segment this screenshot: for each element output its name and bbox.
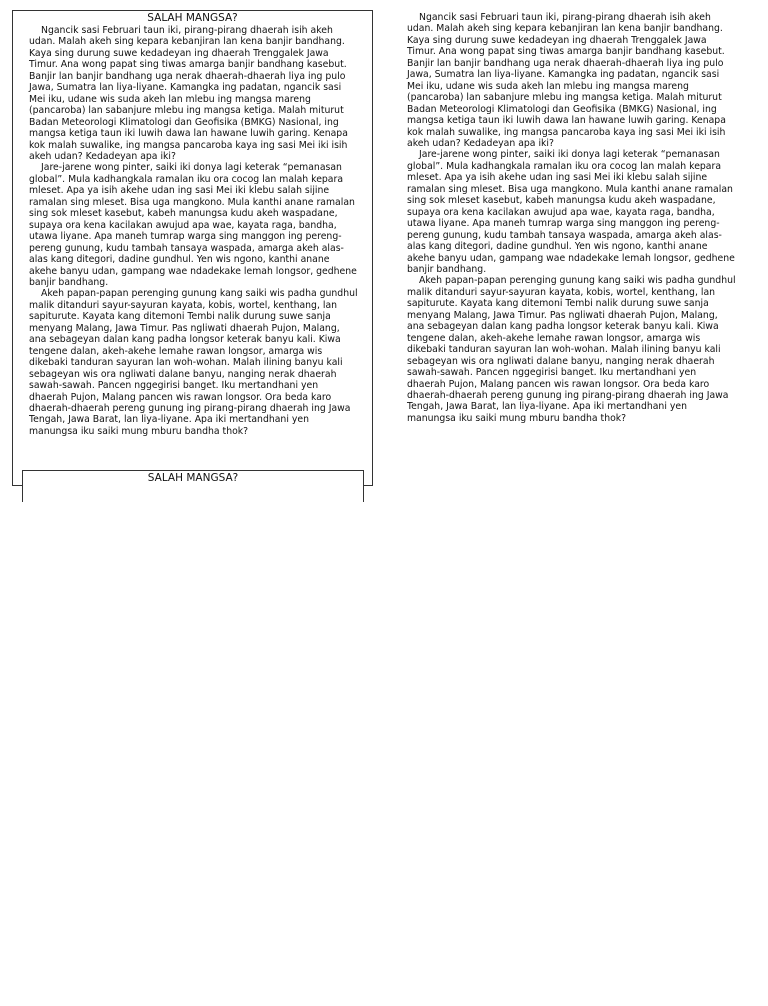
article-body-right <box>407 12 737 424</box>
article-title: SALAH MANGSA? <box>147 12 238 24</box>
paragraph-1-copy: Ngancik sasi Februari taun iki, pirang-pirang dhaerah isih akeh udan. Malah akeh sing kepara kebanjiran lan kena banjir bandhang. Kaya sing durung suwe kedadeyan ing dhaerah Trenggalek Jawa Timur. Ana wong papat sing tiwas amarga banjir bandhang kasebut. Banjir lan banjir bandhang uga nerak dhaerah-dhaerah liya ing pulo Jawa, Sumatra lan liya-liyane. Kamangka ing padatan, ngancik sasi Mei iku, udane wis suda akeh lan mlebu ing mangsa mareng (pancaroba) lan sabanjure mlebu ing mangsa ketiga. Malah miturut Badan Meteorologi Klimatologi dan Geofisika (BMKG) Nasional, ing mangsa ketiga taun iki luwih dawa lan hawane luwih garing. Kenapa kok malah suwalike, ing mangsa pancaroba kaya ing sasi Mei iki isih akeh udan? Kedadeyan apa iki? <box>407 12 726 149</box>
paragraph-3-copy: Akeh papan-papan perenging gunung kang saiki wis padha gundhul malik ditanduri sayur-sayuran kayata, kobis, wortel, kenthang, lan sapiturute. Kayata kang ditemoni Tembi nalik durung suwe sanja menyang Malang, Jawa Timur. Pas ngliwati dhaerah Pujon, Malang, ana sebageyan dalan kang padha longsor keterak banyu kali. Kiwa tengene dalan, akeh-akehe lemahe rawan longsor, amarga wis dikebaki tanduran sayuran lan woh-wohan. Malah ilining banyu kali sebageyan wis ora ngliwati dalane banyu, nanging nerak dhaerah sawah-sawah. Pancen nggegirisi banget. Iku mertandhani yen dhaerah Pujon, Malang pancen wis rawan longsor. Ora beda karo dhaerah-dhaerah pereng gunung ing pirang-pirang dhaerah ing Jawa Tengah, Jawa Barat, lan liya-liyane. Apa iki mertandhani yen manungsa iku saiki mung mburu bandha thok? <box>407 275 736 424</box>
paragraph-1: Ngancik sasi Februari taun iki, pirang-pirang dhaerah isih akeh udan. Malah akeh sing kepara kebanjiran lan kena banjir bandhang. Kaya sing durung suwe kedadeyan ing dhaerah Trenggalek Jawa Timur. Ana wong papat sing tiwas amarga banjir bandhang kasebut. Banjir lan banjir bandhang uga nerak dhaerah-dhaerah liya ing pulo Jawa, Sumatra lan liya-liyane. Kamangka ing padatan, ngancik sasi Mei iku, udane wis suda akeh lan mlebu ing mangsa mareng (pancaroba) lan sabanjure mlebu ing mangsa ketiga. Malah miturut Badan Meteorologi Klimatologi dan Geofisika (BMKG) Nasional, ing mangsa ketiga taun iki luwih dawa lan hawane luwih garing. Kenapa kok malah suwalike, ing mangsa pancaroba kaya ing sasi Mei iki isih akeh udan? Kedadeyan apa iki? <box>29 25 348 162</box>
paragraph-3: Akeh papan-papan perenging gunung kang saiki wis padha gundhul malik ditanduri sayur-sayuran kayata, kobis, wortel, kenthang, lan sapiturute. Kayata kang ditemoni Tembi nalik durung suwe sanja menyang Malang, Jawa Timur. Pas ngliwati dhaerah Pujon, Malang, ana sebageyan dalan kang padha longsor keterak banyu kali. Kiwa tengene dalan, akeh-akehe lemahe rawan longsor, amarga wis dikebaki tanduran sayuran lan woh-wohan. Malah ilining banyu kali sebageyan wis ora ngliwati dalane banyu, nanging nerak dhaerah sawah-sawah. Pancen nggegirisi banget. Iku mertandhani yen dhaerah Pujon, Malang pancen wis rawan longsor. Ora beda karo dhaerah-dhaerah pereng gunung ing pirang-pirang dhaerah ing Jawa Tengah, Jawa Barat, lan liya-liyane. Apa iki mertandhani yen manungsa iku saiki mung mburu bandha thok? <box>29 288 358 437</box>
article-body-left <box>13 25 372 437</box>
article-box-left <box>12 10 373 486</box>
paragraph-2: Jare-jarene wong pinter, saiki iki donya lagi keterak “pemanasan global”. Mula kadhangkala ramalan iku ora cocog lan malah kepara mleset. Apa ya isih akehe udan ing sasi Mei iki klebu salah sijine ramalan sing mleset. Bisa uga mangkono. Mula kanthi anane ramalan sing sok mleset kasebut, kabeh manungsa kudu akeh waspadane, supaya ora kena kacilakan awujud apa wae, kayata raga, bandha, utawa liyane. Apa maneh tumrap warga sing manggon ing pereng-pereng gunung, kudu tambah tansaya waspada, amarga akeh alas-alas kang ditegori, dadine gundhul. Yen wis ngono, kanthi anane akehe banyu udan, gampang wae ndadekake lemah longsor, gedhene banjir bandhang. <box>29 162 357 288</box>
article-title-duplicate: SALAH MANGSA? <box>147 472 239 484</box>
article-box-duplicate-header <box>22 470 364 502</box>
paragraph-2-copy: Jare-jarene wong pinter, saiki iki donya lagi keterak “pemanasan global”. Mula kadhangkala ramalan iku ora cocog lan malah kepara mleset. Apa ya isih akehe udan ing sasi Mei iki klebu salah sijine ramalan sing mleset. Bisa uga mangkono. Mula kanthi anane ramalan sing sok mleset kasebut, kabeh manungsa kudu akeh waspadane, supaya ora kena kacilakan awujud apa wae, kayata raga, bandha, utawa liyane. Apa maneh tumrap warga sing manggon ing pereng-pereng gunung, kudu tambah tansaya waspada, amarga akeh alas-alas kang ditegori, dadine gundhul. Yen wis ngono, kanthi anane akehe banyu udan, gampang wae ndadekake lemah longsor, gedhene banjir bandhang. <box>407 149 735 275</box>
